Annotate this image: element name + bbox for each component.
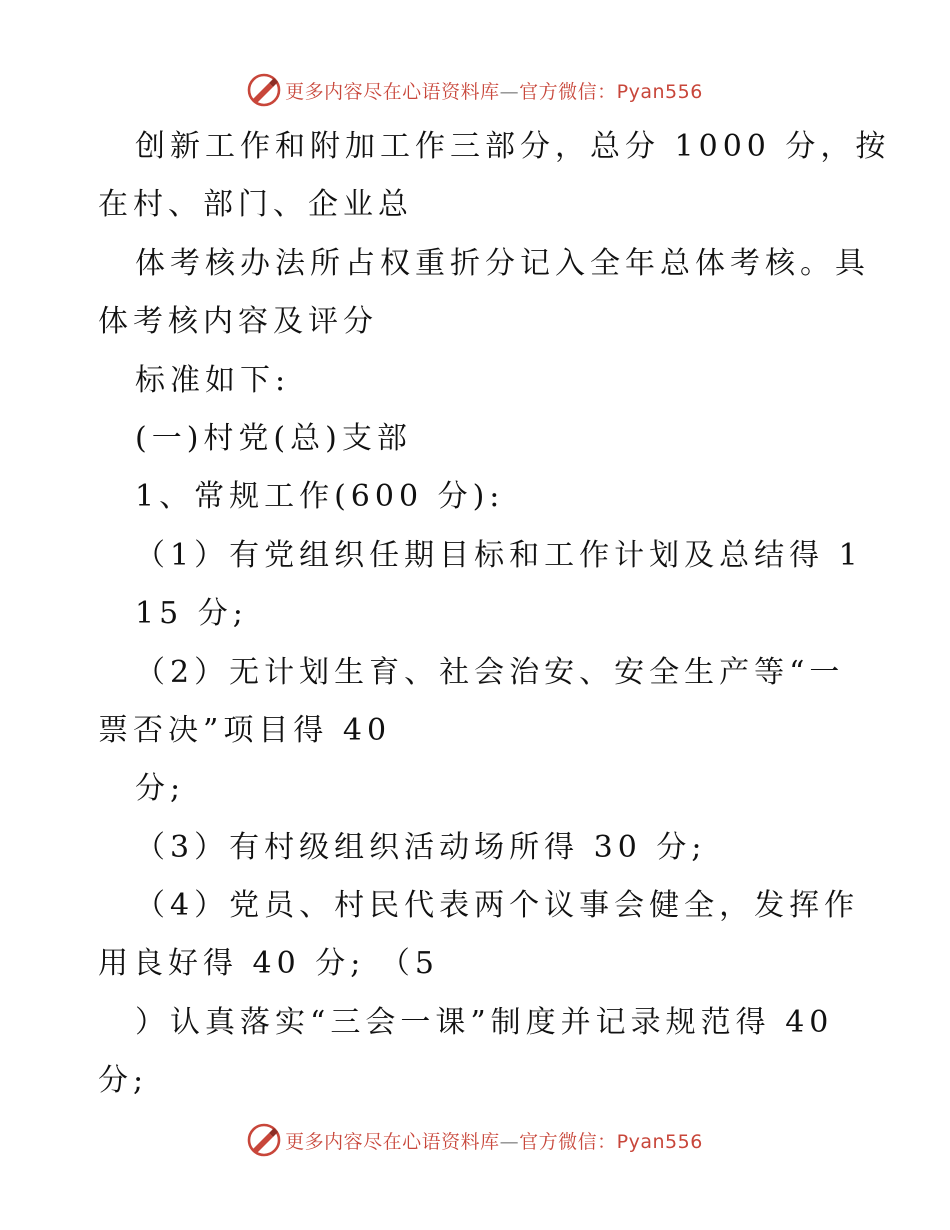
footer-wechat-text: 官方微信：Pyan556 [519,1130,703,1153]
body-text-line: （3）有村级组织活动场所得 30 分; [135,829,707,865]
body-text-line: （4）党员、村民代表两个议事会健全，发挥作 [135,888,860,924]
header-banner [0,70,950,110]
footer-brand-text: 更多内容尽在心语资料库 [285,1130,500,1153]
pen-logo-icon [247,73,281,107]
body-text-line: 分; [98,1063,149,1099]
body-text-line: 1、常规工作(600 分): [135,479,505,515]
body-text-line: 体考核办法所占权重折分记入全年总体考核。具 [135,245,870,281]
footer-dash: — [499,1130,520,1153]
body-text-line: 用良好得 40 分; （5 [98,946,439,982]
body-text-line: 15 分; [135,596,248,632]
header-brand-text: 更多内容尽在心语资料库 [285,80,500,103]
body-text-line: 在村、部门、企业总 [98,187,413,223]
header-dash: — [499,80,520,103]
pen-logo-icon [247,1123,281,1157]
document-body [98,118,891,1111]
body-text-line: （2）无计划生育、社会治安、安全生产等“一 [135,654,845,690]
body-text-line: （1）有党组织任期目标和工作计划及总结得 1 [135,537,863,573]
header-wechat-text: 官方微信：Pyan556 [519,80,703,103]
body-text-line: 创新工作和附加工作三部分，总分 1000 分，按 [135,129,891,164]
body-text-line: 分; [135,771,186,807]
body-text-line: 标准如下: [135,362,291,398]
body-text-line: 体考核内容及评分 [98,304,378,340]
body-text-line: (一)村党(总)支部 [135,420,412,456]
footer-banner [0,1120,950,1160]
body-text-line: ）认真落实“三会一课”制度并记录规范得 40 [135,1004,834,1040]
body-text-line: 票否决”项目得 40 [98,712,392,748]
